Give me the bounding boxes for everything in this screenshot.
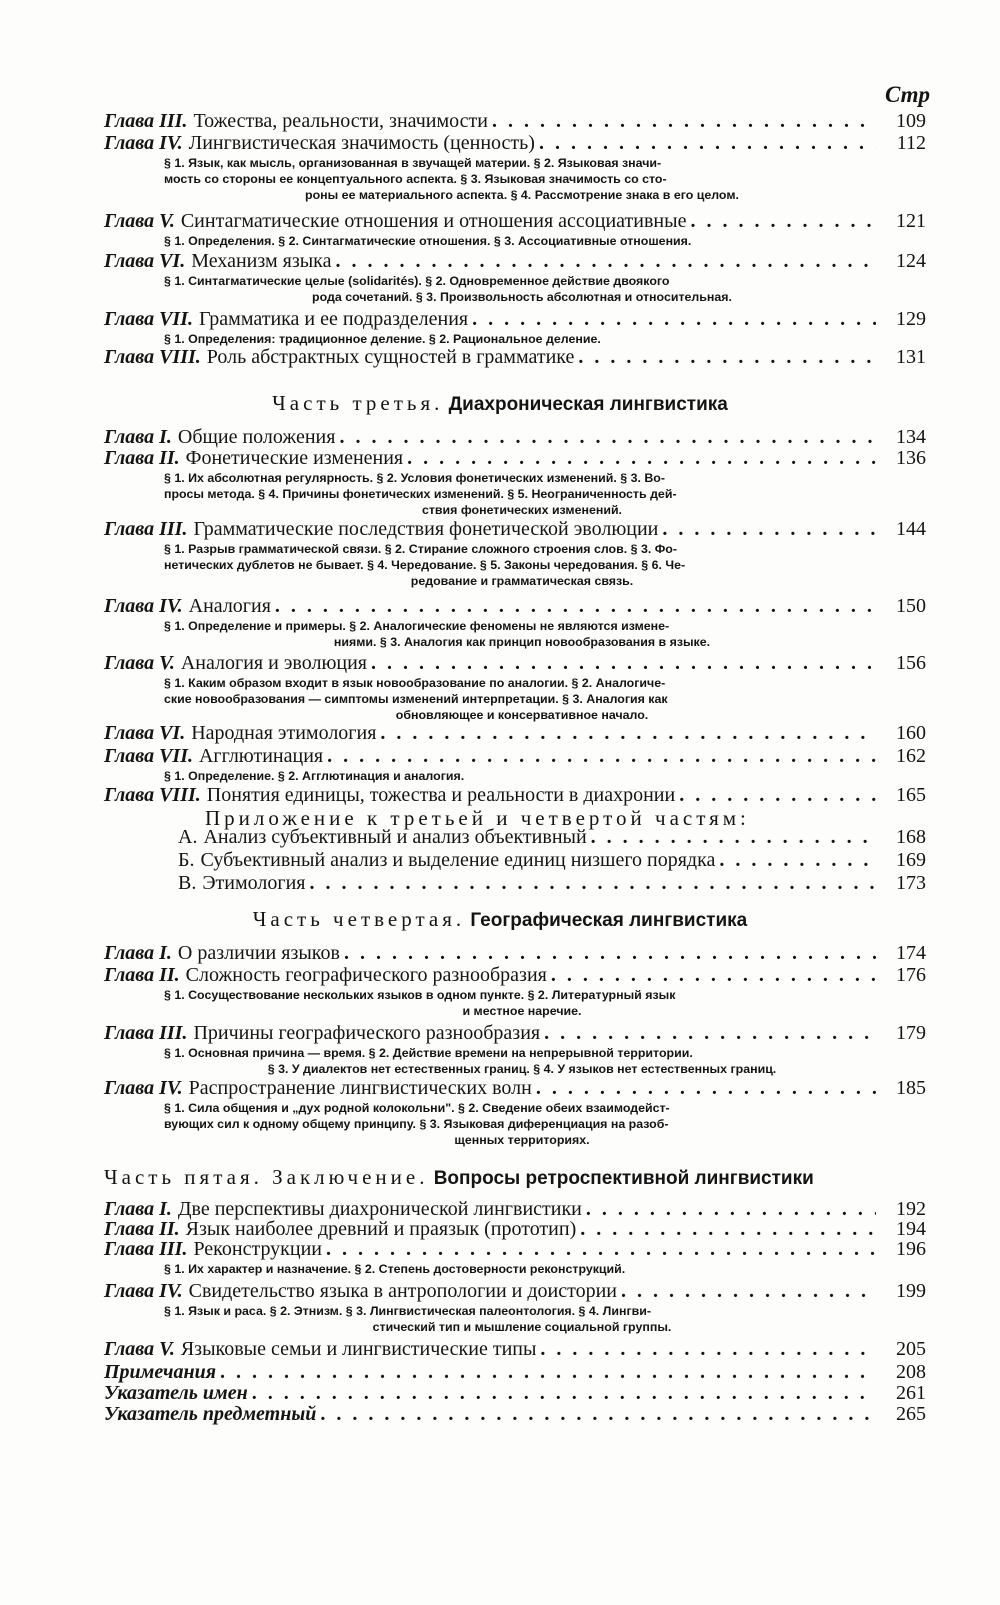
entry-sections <box>164 987 880 1019</box>
entry-label: Б. <box>178 849 195 871</box>
part-prefix: Часть четвертая. <box>252 907 466 931</box>
entry-page-number: 185 <box>896 1077 926 1099</box>
entry-sections <box>164 1303 880 1335</box>
toc-entry-row <box>0 595 1000 618</box>
entry-title: Фонетические изменения <box>185 447 404 469</box>
entry-page-number: 156 <box>896 652 926 674</box>
toc-entry <box>0 308 1000 347</box>
dot-leader <box>544 1022 876 1045</box>
dot-leader <box>591 826 876 849</box>
toc-entry <box>0 1238 1000 1277</box>
entry-label: Глава II. <box>104 964 180 986</box>
entry-sections <box>164 233 880 249</box>
entry-sections <box>164 541 880 589</box>
entry-page-number: 179 <box>896 1022 926 1044</box>
section-line: и местное наречие. <box>462 1004 582 1018</box>
section-line: ниями. § 3. Аналогия как принцип новообразования в языке. <box>333 635 711 649</box>
toc-entry-row <box>0 132 1000 155</box>
part3-heading <box>0 390 1000 418</box>
toc-entry-row <box>0 210 1000 233</box>
entry-label: Примечания <box>104 1361 217 1383</box>
entry-label: Глава IV. <box>104 132 183 154</box>
entry-label: Глава III. <box>104 110 188 132</box>
toc-entry <box>0 595 1000 650</box>
part-title: Вопросы ретроспективной лингвистики <box>433 1168 814 1189</box>
toc-entry-row <box>0 826 1000 849</box>
entry-title: Язык наиболее древний и праязык (прототип) <box>185 1218 577 1240</box>
entry-title: Две перспективы диахронической лингвистики <box>177 1198 582 1220</box>
entry-label: Глава II. <box>104 1218 180 1240</box>
entry-label: Глава III. <box>104 1022 188 1044</box>
section-line: щенных территориях. <box>454 1133 590 1147</box>
section-line: § 1. Синтагматические целые (solidarités). § 2. Одновременное действие двоякого <box>164 274 670 288</box>
entry-page-number: 121 <box>896 210 926 232</box>
entry-page-number: 134 <box>896 426 926 448</box>
entry-sections <box>164 1261 880 1277</box>
entry-sections <box>164 331 880 347</box>
part-prefix: Часть пятая. Заключение. <box>104 1165 429 1189</box>
dot-leader <box>327 745 876 768</box>
toc-entry <box>0 1022 1000 1077</box>
toc-entry-row <box>0 872 1000 895</box>
entry-title: Роль абстрактных сущностей в грамматике <box>206 346 575 368</box>
entry-sections <box>164 470 880 518</box>
appendix-heading: Приложение к третьей и четвертой частям: <box>205 806 750 830</box>
section-line: § 1. Определение и примеры. § 2. Аналогические феномены не являются измене- <box>164 619 670 633</box>
entry-title: Аналогия <box>188 595 271 617</box>
dot-leader <box>339 426 876 449</box>
dot-leader <box>536 1077 876 1100</box>
entry-page-number: 208 <box>896 1361 926 1383</box>
dot-leader <box>662 518 876 541</box>
entry-sections <box>164 768 880 784</box>
entry-title: Лингвистическая значимость (ценность) <box>188 132 535 154</box>
entry-title: Грамматика и ее подразделения <box>198 308 469 330</box>
entry-sections <box>164 273 880 305</box>
part-prefix: Часть третья. <box>272 391 444 415</box>
toc-entry <box>0 1403 1000 1426</box>
toc-entry-row <box>0 1382 1000 1405</box>
entry-page-number: 124 <box>896 250 926 272</box>
dot-leader <box>621 1280 876 1303</box>
entry-label: Указатель имен <box>104 1382 248 1404</box>
entry-page-number: 136 <box>896 447 926 469</box>
dot-leader <box>275 595 876 618</box>
entry-sections <box>164 155 880 203</box>
entry-title: Этимология <box>202 872 306 894</box>
section-line: § 3. У диалектов нет естественных границ. § 4. У языков нет естественных границ. <box>267 1062 777 1076</box>
entry-label: Глава I. <box>104 426 172 448</box>
dot-leader <box>540 1338 876 1361</box>
entry-page-number: 205 <box>896 1338 926 1360</box>
section-line: § 1. Их абсолютная регулярность. § 2. Условия фонетических изменений. § 3. Во- <box>164 471 665 485</box>
entry-page-number: 194 <box>896 1218 926 1240</box>
entry-page-number: 160 <box>896 722 926 744</box>
toc-entry-row <box>0 1280 1000 1303</box>
entry-page-number: 129 <box>896 308 926 330</box>
toc-entry <box>0 849 1000 872</box>
toc-entry <box>0 784 1000 807</box>
section-line: § 1. Сила общения и „дух родной колокольни". § 2. Сведение обеих взаимодейст- <box>164 1101 670 1115</box>
toc-entry-row <box>0 1338 1000 1361</box>
entry-title: Народная этимология <box>191 722 377 744</box>
entry-label: Глава V. <box>104 652 175 674</box>
entry-sections <box>164 1045 880 1077</box>
entry-label: Глава IV. <box>104 1077 183 1099</box>
entry-page-number: 169 <box>896 849 926 871</box>
entry-page-number: 265 <box>896 1403 926 1425</box>
dot-leader <box>539 132 876 155</box>
entry-label: Глава IV. <box>104 595 183 617</box>
entry-label: Указатель предметный <box>104 1403 317 1425</box>
toc-entry-row <box>0 1403 1000 1426</box>
entry-label: Глава IV. <box>104 1280 183 1302</box>
toc-entry <box>0 1338 1000 1361</box>
toc-entry-row <box>0 745 1000 768</box>
section-line: мость со стороны ее концептуального аспекта. § 3. Языковая значимость со сто- <box>164 172 667 186</box>
toc-entry-row <box>0 722 1000 745</box>
dot-leader <box>309 872 876 895</box>
entry-title: Реконструкции <box>193 1238 323 1260</box>
entry-label: А. <box>178 826 198 848</box>
entry-page-number: 131 <box>896 346 926 368</box>
section-line: рода сочетаний. § 3. Произвольность абсолютная и относительная. <box>312 290 732 304</box>
toc-entry <box>0 872 1000 895</box>
entry-title: Причины географического разнообразия <box>193 1022 541 1044</box>
toc-entry-row <box>0 849 1000 872</box>
dot-leader <box>326 1238 876 1261</box>
toc-entry-row <box>0 652 1000 675</box>
dot-leader <box>578 346 876 369</box>
section-line: § 1. Сосуществование нескольких языков в одном пункте. § 2. Литературный язык <box>164 988 676 1002</box>
toc-entry-row <box>0 1077 1000 1100</box>
entry-page-number: 165 <box>896 784 926 806</box>
entry-title: Тожества, реальности, значимости <box>193 110 488 132</box>
entry-title: Агглютинация <box>198 745 324 767</box>
toc-entry-row <box>0 1361 1000 1384</box>
section-line: § 1. Основная причина — время. § 2. Действие времени на непрерывной территории. <box>164 1046 693 1060</box>
dot-leader <box>492 110 876 133</box>
entry-page-number: 174 <box>896 942 926 964</box>
page-column-header: Стр <box>884 82 930 107</box>
toc-entry <box>0 722 1000 745</box>
section-line: просы метода. § 4. Причины фонетических изменений. § 5. Неограниченность дей- <box>164 487 677 501</box>
toc-entry-row <box>0 942 1000 965</box>
dot-leader <box>679 784 876 807</box>
part-title: Географическая лингвистика <box>470 910 748 931</box>
toc-entry-row <box>0 1022 1000 1045</box>
toc-entry <box>0 1077 1000 1148</box>
section-line: вующих сил к одному общему принципу. § 3. Языковая диференциация на разоб- <box>164 1117 669 1131</box>
toc-entry <box>0 826 1000 849</box>
entry-title: Распространение лингвистических волн <box>188 1077 532 1099</box>
toc-entry-row <box>0 110 1000 133</box>
entry-label: Глава III. <box>104 518 188 540</box>
entry-title: Механизм языка <box>191 250 332 272</box>
toc-entry-row <box>0 346 1000 369</box>
entry-label: Глава I. <box>104 1198 172 1220</box>
entry-page-number: 144 <box>896 518 926 540</box>
entry-label: В. <box>178 872 197 894</box>
entry-page-number: 261 <box>896 1382 926 1404</box>
toc-entry <box>0 1382 1000 1405</box>
entry-label: Глава V. <box>104 1338 175 1360</box>
dot-leader <box>220 1361 876 1384</box>
entry-title: Языковые семьи и лингвистические типы <box>180 1338 537 1360</box>
dot-leader <box>335 250 876 273</box>
section-line: роны ее материального аспекта. § 4. Рассмотрение знака в его целом. <box>305 188 739 202</box>
toc-entry-row <box>0 250 1000 273</box>
toc-entry <box>0 250 1000 305</box>
toc-entry <box>0 110 1000 133</box>
entry-sections <box>164 675 880 723</box>
part5-heading <box>0 1164 1000 1192</box>
toc-entry <box>0 1361 1000 1384</box>
entry-page-number: 196 <box>896 1238 926 1260</box>
section-line: обновляющее и консервативное начало. <box>395 708 649 722</box>
entry-label: Глава VIII. <box>104 346 201 368</box>
toc-entry <box>0 426 1000 449</box>
section-line: ствия фонетических изменений. <box>421 503 623 517</box>
entry-page-number: 109 <box>896 110 926 132</box>
section-line: стический тип и мышление социальной группы. <box>372 1320 672 1334</box>
dot-leader <box>719 849 876 872</box>
toc-entry-row <box>0 964 1000 987</box>
dot-leader <box>320 1403 876 1426</box>
entry-page-number: 199 <box>896 1280 926 1302</box>
entry-sections <box>164 618 880 650</box>
toc-entry <box>0 346 1000 369</box>
entry-title: Свидетельство языка в антропологии и доистории <box>188 1280 618 1302</box>
dot-leader <box>344 942 876 965</box>
dot-leader <box>252 1382 876 1405</box>
entry-label: Глава VII. <box>104 745 193 767</box>
entry-page-number: 150 <box>896 595 926 617</box>
entry-title: Общие положения <box>177 426 336 448</box>
dot-leader <box>371 652 876 675</box>
entry-label: Глава VI. <box>104 722 186 744</box>
entry-label: Глава V. <box>104 210 175 232</box>
toc-entry <box>0 745 1000 784</box>
entry-title: Анализ субъективный и анализ объективный <box>203 826 587 848</box>
entry-label: Глава VII. <box>104 308 193 330</box>
part-title: Диахроническая лингвистика <box>448 394 728 415</box>
part4-heading <box>0 906 1000 934</box>
toc-entry <box>0 132 1000 203</box>
section-line: ские новообразования — симптомы изменений интерпретации. § 3. Аналогия как <box>164 692 668 706</box>
toc-entry <box>0 1280 1000 1335</box>
entry-label: Глава VIII. <box>104 784 201 806</box>
entry-title: О различии языков <box>177 942 340 964</box>
entry-title: Синтагматические отношения и отношения ассоциативные <box>180 210 687 232</box>
section-line: § 1. Язык, как мысль, организованная в звучащей материи. § 2. Языковая значи- <box>164 156 662 170</box>
entry-page-number: 168 <box>896 826 926 848</box>
toc-entry <box>0 652 1000 723</box>
entry-label: Глава VI. <box>104 250 186 272</box>
entry-title: Грамматические последствия фонетической эволюции <box>193 518 659 540</box>
section-line: § 1. Определения. § 2. Синтагматические отношения. § 3. Ассоциативные отношения. <box>164 234 692 248</box>
section-line: § 1. Определение. § 2. Агглютинация и аналогия. <box>164 769 465 783</box>
entry-title: Аналогия и эволюция <box>180 652 367 674</box>
entry-label: Глава III. <box>104 1238 188 1260</box>
toc-entry <box>0 518 1000 589</box>
dot-leader <box>551 964 876 987</box>
toc-entry <box>0 447 1000 518</box>
toc-entry <box>0 964 1000 1019</box>
section-line: § 1. Их характер и назначение. § 2. Степень достоверности реконструкций. <box>164 1262 626 1276</box>
section-line: § 1. Каким образом входит в язык новообразование по аналогии. § 2. Аналогиче- <box>164 676 666 690</box>
dot-leader <box>407 447 876 470</box>
entry-title: Сложность географического разнообразия <box>185 964 547 986</box>
toc-entry-row <box>0 426 1000 449</box>
section-line: нетических дублетов не бывает. § 4. Чередование. § 5. Законы чередования. § 6. Че- <box>164 558 686 572</box>
entry-label: Глава I. <box>104 942 172 964</box>
toc-entry-row <box>0 1238 1000 1261</box>
toc-entry-row <box>0 308 1000 331</box>
entry-title: Понятия единицы, тожества и реальности в диахронии <box>206 784 676 806</box>
dot-leader <box>690 210 876 233</box>
entry-title: Субъективный анализ и выделение единиц низшего порядка <box>200 849 716 871</box>
entry-page-number: 192 <box>896 1198 926 1220</box>
entry-page-number: 162 <box>896 745 926 767</box>
entry-page-number: 176 <box>896 964 926 986</box>
toc-entry-row <box>0 518 1000 541</box>
section-line: § 1. Разрыв грамматической связи. § 2. Стирание сложного строения слов. § 3. Фо- <box>164 542 678 556</box>
entry-page-number: 112 <box>896 132 926 154</box>
section-line: § 1. Язык и раса. § 2. Этнизм. § 3. Лингвистическая палеонтология. § 4. Лингви- <box>164 1304 651 1318</box>
toc-entry <box>0 210 1000 249</box>
section-line: § 1. Определения: традиционное деление. § 2. Рациональное деление. <box>164 332 601 346</box>
toc-entry <box>0 942 1000 965</box>
toc-entry-row <box>0 784 1000 807</box>
section-line: редование и грамматическая связь. <box>410 574 634 588</box>
dot-leader <box>472 308 876 331</box>
entry-sections <box>164 1100 880 1148</box>
entry-label: Глава II. <box>104 447 180 469</box>
toc-entry-row <box>0 447 1000 470</box>
entry-page-number: 173 <box>896 872 926 894</box>
dot-leader <box>380 722 876 745</box>
